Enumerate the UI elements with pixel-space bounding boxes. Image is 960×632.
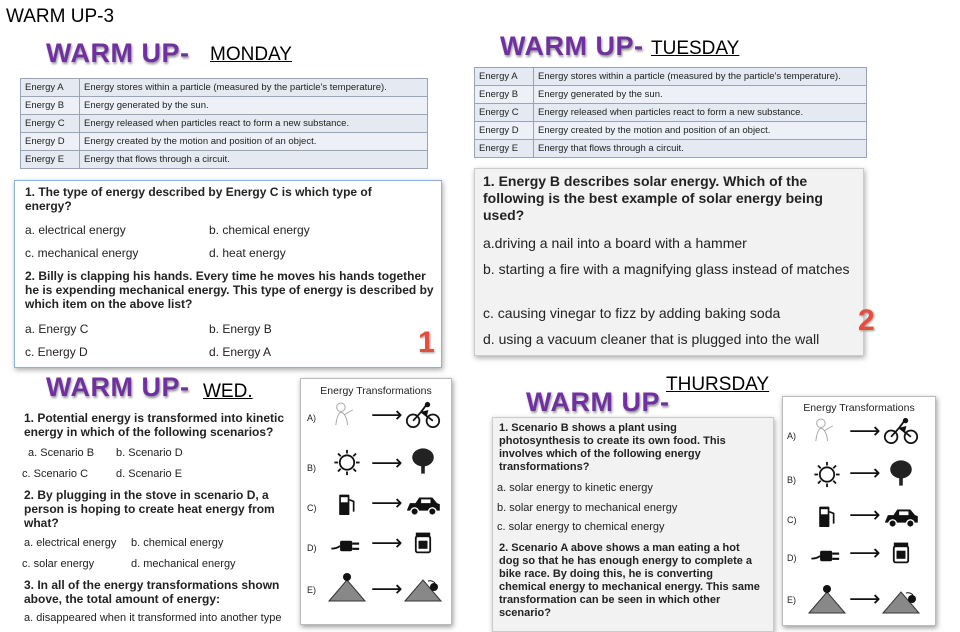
monday-warm-up-heading: WARM UP- — [46, 38, 190, 68]
thursday-question-box — [492, 417, 774, 632]
energy-key: Energy A — [475, 68, 534, 86]
wednesday-q2-option-a[interactable]: a. electrical energy — [24, 537, 117, 549]
energy-key: Energy A — [21, 79, 80, 97]
monday-day-label: MONDAY — [210, 44, 292, 65]
thursday-q2: 2. Scenario A above shows a man eating a hot dog so that he has enough energy to complete a bike race. By doing this, he is converting chemical energy to mechanical energy. This same transformation can be seen in which other scenario? — [499, 542, 760, 619]
thursday-day-label: THURSDAY — [666, 374, 770, 395]
cyclist-icon — [883, 417, 919, 444]
monday-q2: 2. Billy is clapping his hands. Every time he moves his hands together he is expending mechanical energy. This type of energy is described by which item on the above list? — [25, 269, 434, 311]
thursday-q1-option-c[interactable]: c. solar energy to chemical energy — [497, 521, 665, 533]
table-row — [21, 97, 428, 115]
arrow-icon: ⟶ — [371, 490, 403, 515]
stove-icon — [405, 529, 441, 556]
energy-desc: Energy that flows through a circuit. — [534, 140, 867, 158]
wednesday-q2-option-c[interactable]: c. solar energy — [22, 558, 95, 570]
ball-rolling-icon — [881, 583, 921, 615]
table-row — [475, 104, 867, 122]
energy-key: Energy C — [475, 104, 534, 122]
transformation-label-e: E) — [307, 585, 316, 595]
arrow-icon: ⟶ — [849, 502, 881, 527]
tree-icon — [883, 459, 919, 487]
monday-q1-option-d[interactable]: d. heat energy — [209, 246, 286, 260]
energy-desc: Energy generated by the sun. — [534, 86, 867, 104]
car-icon — [403, 491, 443, 519]
person-eating-icon — [329, 401, 363, 427]
energy-key: Energy B — [21, 97, 80, 115]
cyclist-icon — [405, 401, 441, 428]
wednesday-day-label: WED. — [203, 381, 253, 402]
energy-key: Energy D — [475, 122, 534, 140]
energy-desc: Energy stores within a particle (measured by the particle's temperature). — [534, 68, 867, 86]
arrow-icon: ⟶ — [849, 418, 881, 443]
page-title: WARM UP-3 — [6, 6, 115, 27]
energy-key: Energy E — [21, 151, 80, 169]
monday-q2-option-b[interactable]: b. Energy B — [209, 322, 272, 336]
energy-desc: Energy released when particles react to form a new substance. — [80, 115, 428, 133]
transformations-title: Energy Transformations — [320, 385, 432, 397]
wednesday-q1-option-a[interactable]: a. Scenario B — [28, 447, 95, 459]
tuesday-day-label: TUESDAY — [651, 38, 740, 59]
tuesday-option-c[interactable]: c. causing vinegar to fizz by adding baking soda — [483, 305, 781, 321]
transformation-label-e: E) — [787, 595, 796, 605]
tree-icon — [405, 447, 441, 475]
energy-key: Energy D — [21, 133, 80, 151]
arrow-icon: ⟶ — [849, 586, 881, 611]
energy-desc: Energy released when particles react to form a new substance. — [534, 104, 867, 122]
energy-desc: Energy created by the motion and position of an object. — [80, 133, 428, 151]
wednesday-q2-option-b[interactable]: b. chemical energy — [131, 537, 224, 549]
monday-panel-number: 1 — [418, 326, 435, 359]
arrow-icon: ⟶ — [849, 540, 881, 565]
ball-on-hill-icon — [807, 583, 847, 615]
monday-q2-option-c[interactable]: c. Energy D — [25, 345, 88, 359]
monday-energy-table — [20, 78, 428, 169]
sun-icon — [809, 461, 845, 488]
wednesday-warm-up-heading: WARM UP- — [46, 372, 190, 402]
energy-desc: Energy stores within a particle (measured by the particle's temperature). — [80, 79, 428, 97]
transformation-label-a: A) — [307, 413, 316, 423]
thursday-q1: 1. Scenario B shows a plant using photosynthesis to create its own food. This involves which of the following energy transformations? — [499, 422, 726, 473]
ball-on-hill-icon — [327, 571, 367, 603]
wednesday-q3-option-a[interactable]: a. disappeared when it transformed into another type — [24, 612, 282, 624]
arrow-icon: ⟶ — [371, 576, 403, 601]
table-row — [475, 86, 867, 104]
thursday-warm-up-heading: WARM UP- — [526, 387, 670, 417]
thursday-transformations-panel — [782, 396, 936, 626]
energy-desc: Energy created by the motion and position of an object. — [534, 122, 867, 140]
tuesday-q1: 1. Energy B describes solar energy. Which of the following is the best example of solar energy being used? — [483, 173, 823, 223]
energy-key: Energy C — [21, 115, 80, 133]
ball-rolling-icon — [403, 571, 443, 603]
transformation-label-c: C) — [787, 515, 797, 525]
table-row — [21, 115, 428, 133]
arrow-icon: ⟶ — [371, 530, 403, 555]
gas-pump-icon — [329, 491, 363, 517]
wednesday-q3: 3. In all of the energy transformations shown above, the total amount of energy: — [24, 578, 280, 606]
energy-desc: Energy that flows through a circuit. — [80, 151, 428, 169]
wednesday-q2-option-d[interactable]: d. mechanical energy — [131, 558, 236, 570]
monday-q1-option-c[interactable]: c. mechanical energy — [25, 246, 139, 260]
sun-icon — [329, 449, 365, 476]
tuesday-panel-number: 2 — [858, 304, 875, 337]
table-row — [21, 79, 428, 97]
wednesday-q1-option-d[interactable]: d. Scenario E — [116, 468, 183, 480]
monday-q1: 1. The type of energy described by Energy C is which type of energy? — [25, 185, 372, 213]
energy-key: Energy E — [475, 140, 534, 158]
wednesday-transformations-panel — [300, 378, 452, 625]
arrow-icon: ⟶ — [371, 402, 403, 427]
transformation-label-b: B) — [787, 475, 796, 485]
monday-q2-option-d[interactable]: d. Energy A — [209, 345, 272, 359]
transformation-label-d: D) — [307, 543, 317, 553]
transformation-label-d: D) — [787, 553, 797, 563]
person-eating-icon — [809, 417, 843, 443]
wednesday-q1-option-c[interactable]: c. Scenario C — [22, 468, 89, 480]
arrow-icon: ⟶ — [849, 460, 881, 485]
plug-icon — [329, 533, 365, 559]
monday-q1-option-a[interactable]: a. electrical energy — [25, 223, 126, 237]
wednesday-q1: 1. Potential energy is transformed into kinetic energy in which of the following scenarios? — [24, 411, 285, 439]
tuesday-question-box — [474, 168, 864, 356]
arrow-icon: ⟶ — [371, 450, 403, 475]
table-row — [475, 68, 867, 86]
wednesday-q1-option-b[interactable]: b. Scenario D — [116, 447, 183, 459]
transformation-label-a: A) — [787, 431, 796, 441]
gas-pump-icon — [809, 503, 843, 529]
transformation-label-c: C) — [307, 503, 317, 513]
monday-q1-option-b[interactable]: b. chemical energy — [209, 223, 310, 237]
tuesday-option-b[interactable]: b. starting a fire with a magnifying glass instead of matches — [483, 261, 850, 277]
table-row — [475, 140, 867, 158]
table-row — [21, 151, 428, 169]
plug-icon — [809, 543, 845, 569]
thursday-q1-option-b[interactable]: b. solar energy to mechanical energy — [497, 502, 678, 514]
stove-icon — [883, 539, 919, 566]
monday-q2-option-a[interactable]: a. Energy C — [25, 322, 89, 336]
energy-key: Energy B — [475, 86, 534, 104]
wednesday-q2: 2. By plugging in the stove in scenario D, a person is hoping to create heat energy from what? — [24, 488, 275, 530]
energy-desc: Energy generated by the sun. — [80, 97, 428, 115]
thursday-q1-option-a[interactable]: a. solar energy to kinetic energy — [497, 482, 653, 494]
transformations-title: Energy Transformations — [803, 402, 915, 414]
tuesday-energy-table — [474, 67, 867, 158]
transformation-label-b: B) — [307, 463, 316, 473]
monday-question-box — [14, 180, 442, 368]
tuesday-option-d[interactable]: d. using a vacuum cleaner that is plugged into the wall — [483, 331, 820, 347]
tuesday-option-a[interactable]: a.driving a nail into a board with a hammer — [483, 235, 747, 251]
table-row — [475, 122, 867, 140]
car-icon — [881, 503, 921, 531]
tuesday-warm-up-heading: WARM UP- — [500, 31, 644, 61]
table-row — [21, 133, 428, 151]
